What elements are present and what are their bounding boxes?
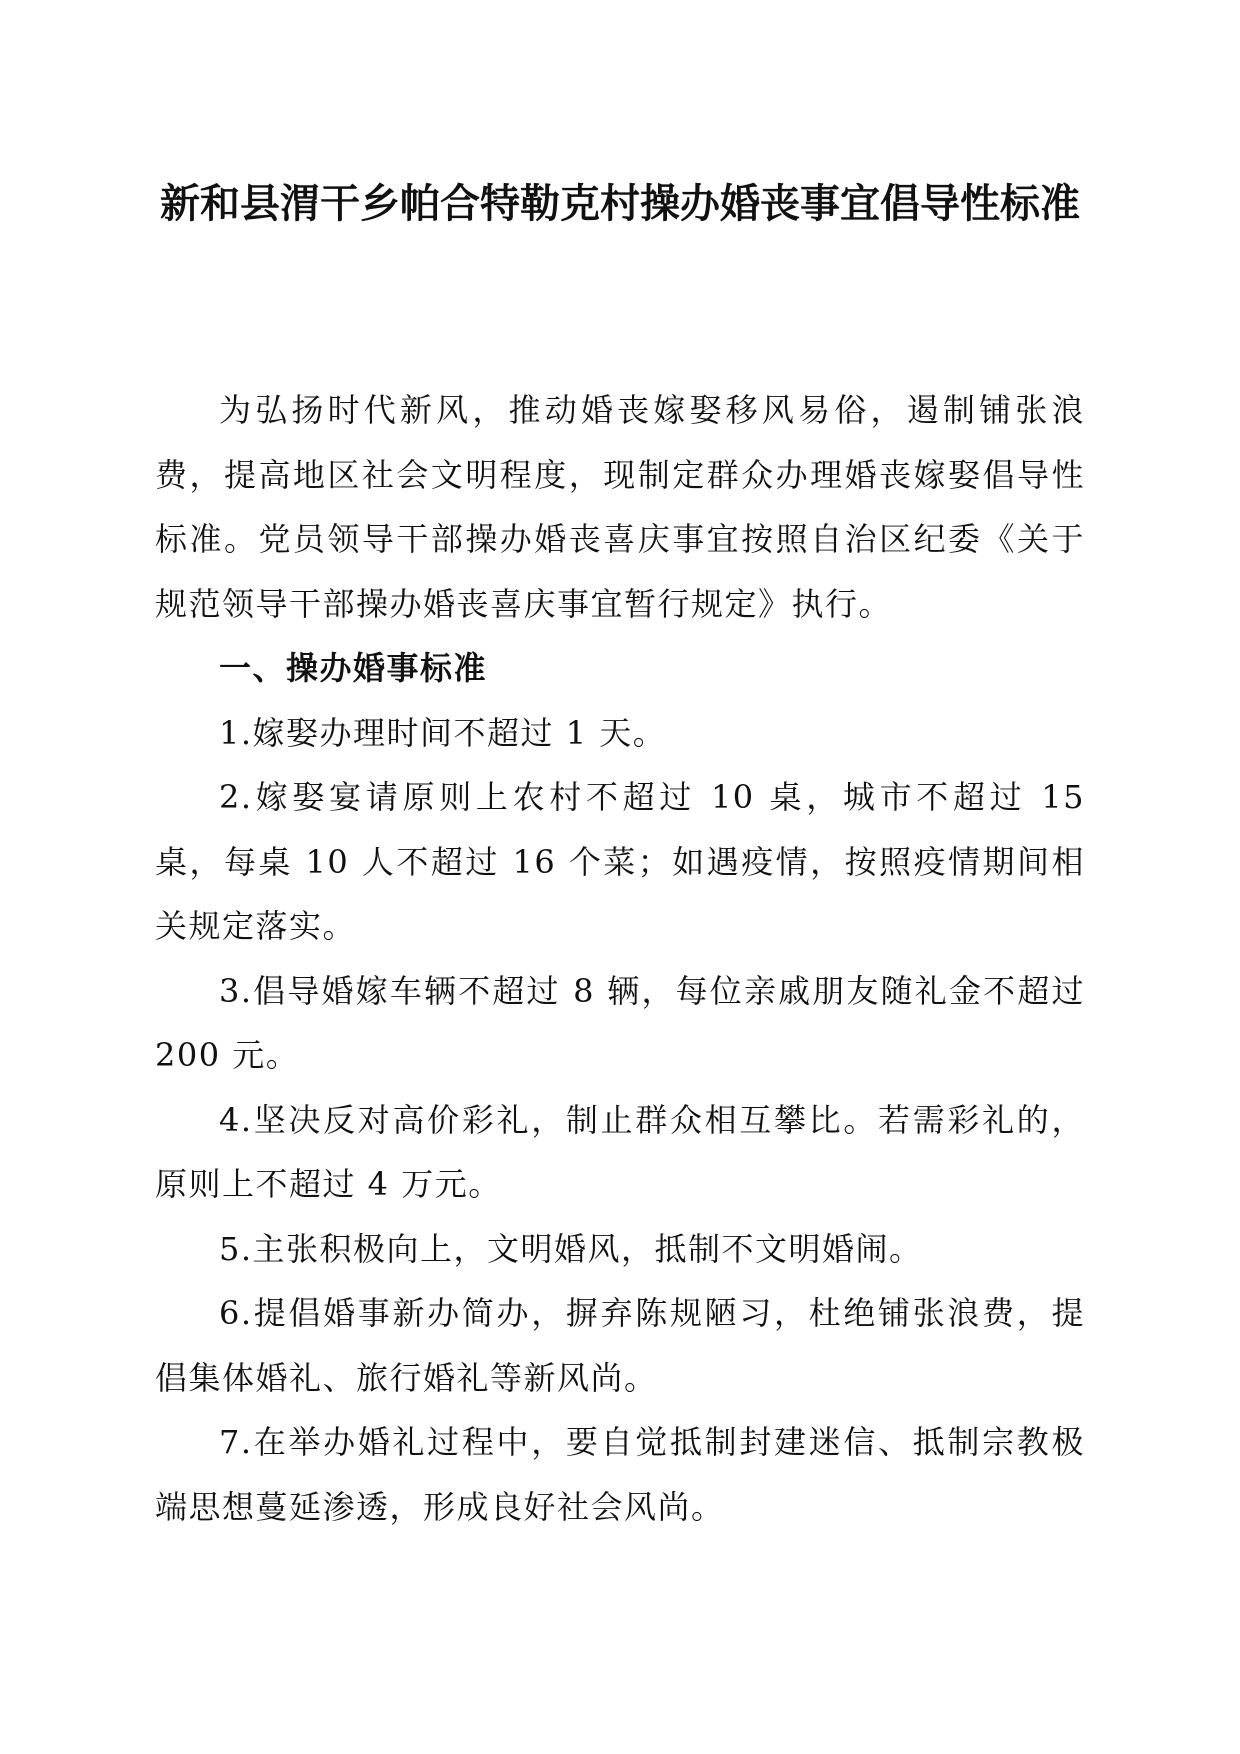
list-item: 2.嫁娶宴请原则上农村不超过 10 桌，城市不超过 15 桌，每桌 10 人不超过 16 个菜；如遇疫情，按照疫情期间相关规定落实。 [155, 778, 1085, 945]
section-heading: 一、操办婚事标准 [219, 649, 488, 687]
list-item: 3.倡导婚嫁车辆不超过 8 辆，每位亲戚朋友随礼金不超过 200 元。 [155, 971, 1085, 1074]
list-item: 4.坚决反对高价彩礼，制止群众相互攀比。若需彩礼的，原则上不超过 4 万元。 [155, 1100, 1085, 1203]
document-body [155, 378, 1085, 1539]
list-item: 7.在举办婚礼过程中，要自觉抵制封建迷信、抵制宗教极端思想蔓延渗透，形成良好社会风尚。 [155, 1423, 1085, 1526]
document-page [155, 0, 1085, 1754]
list-item: 5.主张积极向上，文明婚风，抵制不文明婚闹。 [219, 1229, 923, 1268]
intro-paragraph: 为弘扬时代新风，推动婚丧嫁娶移风易俗，遏制铺张浪费，提高地区社会文明程度，现制定群众办理婚丧嫁娶倡导性标准。党员领导干部操办婚丧喜庆事宜按照自治区纪委《关于规范领导干部操办婚丧喜庆事宜暂行规定》执行。 [155, 391, 1085, 623]
document-title: 新和县渭干乡帕合特勒克村操办婚丧事宜倡导性标准 [160, 180, 1080, 227]
list-item: 6.提倡婚事新办简办，摒弃陈规陋习，杜绝铺张浪费，提倡集体婚礼、旅行婚礼等新风尚。 [155, 1294, 1085, 1397]
list-item: 1.嫁娶办理时间不超过 1 天。 [219, 713, 667, 752]
